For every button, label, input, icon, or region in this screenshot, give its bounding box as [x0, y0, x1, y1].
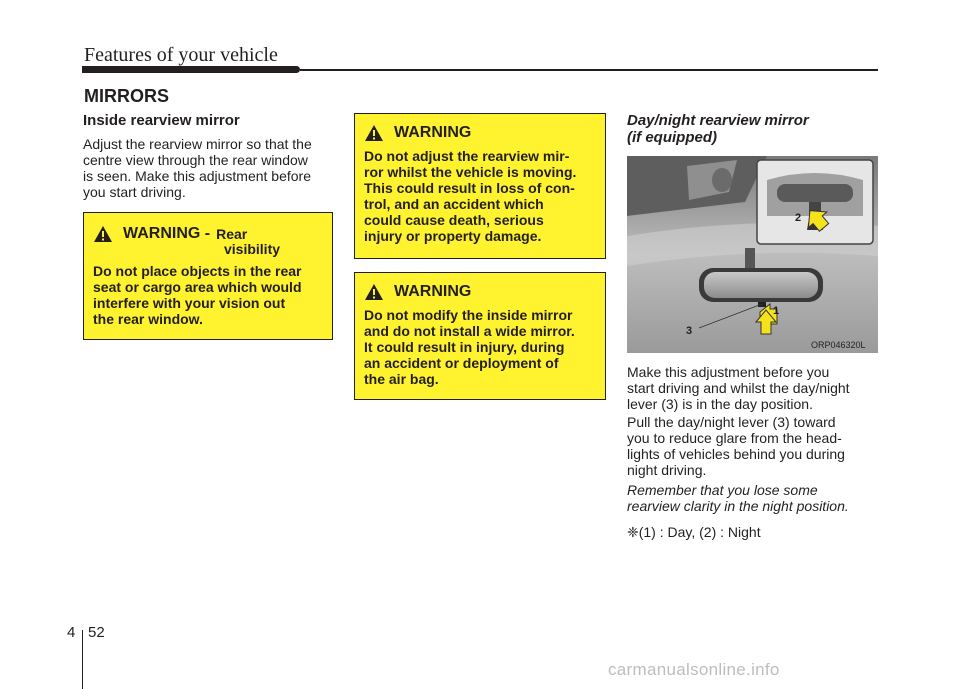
chapter-number: 4 [67, 624, 76, 641]
warning-body [93, 263, 324, 327]
heading-line: (if equipped) [627, 129, 717, 146]
warning-box-rear-visibility [83, 212, 333, 340]
text-line: ror whilst the vehicle is moving. [364, 164, 577, 180]
intro-paragraph [83, 136, 335, 200]
warning-box-adjust [354, 113, 606, 259]
text-line: night driving. [627, 462, 707, 478]
warning-title [364, 124, 597, 142]
warning-body [364, 148, 597, 244]
italic-note [627, 482, 878, 514]
header-bar [82, 66, 300, 73]
rearview-mirror-illustration [627, 156, 878, 353]
warning-triangle-icon [93, 225, 113, 243]
text-line: Adjust the rearview mirror so that the [83, 136, 312, 152]
text-line: Do not place objects in the rear [93, 263, 302, 279]
text-line: you start driving. [83, 184, 186, 200]
paragraph-day-position [627, 364, 878, 412]
text-line: the air bag. [364, 371, 439, 387]
subheading-day-night [627, 112, 809, 146]
footer-rule [82, 630, 83, 689]
text-line: an accident or deployment of [364, 355, 559, 371]
text-line: and do not install a wide mirror. [364, 323, 575, 339]
heading-line: Day/night rearview mirror [627, 112, 809, 129]
callout-label-3: 3 [686, 325, 693, 337]
text-line: could cause death, serious [364, 212, 544, 228]
text-line: you to reduce glare from the head- [627, 430, 842, 446]
text-line: rearview clarity in the night position. [627, 498, 849, 514]
warning-title-suffix-2: visibility [224, 241, 281, 257]
subheading-inside-mirror: Inside rearview mirror [83, 112, 240, 129]
text-line: injury or property damage. [364, 228, 542, 244]
paragraph-night-position [627, 414, 878, 478]
text-line: Do not modify the inside mirror [364, 307, 573, 323]
text-line: the rear window. [93, 311, 203, 327]
warning-title-text: WARNING - [123, 225, 211, 242]
warning-box-modify [354, 272, 606, 400]
day-night-legend: ❈(1) : Day, (2) : Night [627, 524, 761, 540]
text-line: trol, and an accident which [364, 196, 544, 212]
warning-body [364, 307, 597, 387]
text-line: is seen. Make this adjustment before [83, 168, 312, 184]
section-title: MIRRORS [84, 86, 169, 106]
page-number: 52 [88, 624, 105, 641]
warning-title-suffix: Rear [216, 226, 248, 242]
text-line: This could result in loss of con- [364, 180, 575, 196]
warning-title-text: WARNING [394, 283, 472, 300]
text-line: Make this adjustment before you [627, 364, 830, 380]
callout-label-2: 2 [795, 212, 802, 224]
warning-triangle-icon [364, 283, 384, 301]
text-line: interfere with your vision out [93, 295, 286, 311]
watermark: carmanualsonline.info [608, 660, 780, 679]
text-line: Do not adjust the rearview mir- [364, 148, 570, 164]
callout-label-1: 1 [773, 305, 780, 317]
warning-triangle-icon [364, 124, 384, 142]
mirror-illustration [627, 156, 878, 353]
running-header: Features of your vehicle [84, 44, 278, 66]
text-line: lights of vehicles behind you during [627, 446, 845, 462]
warning-title-text: WARNING [394, 124, 472, 141]
text-line: It could result in injury, during [364, 339, 565, 355]
text-line: start driving and whilst the day/night [627, 380, 850, 396]
text-line: lever (3) is in the day position. [627, 396, 813, 412]
warning-title [364, 283, 597, 301]
header-rule [300, 69, 878, 71]
figure-code: ORP046320L [811, 340, 866, 350]
text-line: Remember that you lose some [627, 482, 818, 498]
text-line: seat or cargo area which would [93, 279, 302, 295]
text-line: Pull the day/night lever (3) toward [627, 414, 836, 430]
text-line: centre view through the rear window [83, 152, 308, 168]
